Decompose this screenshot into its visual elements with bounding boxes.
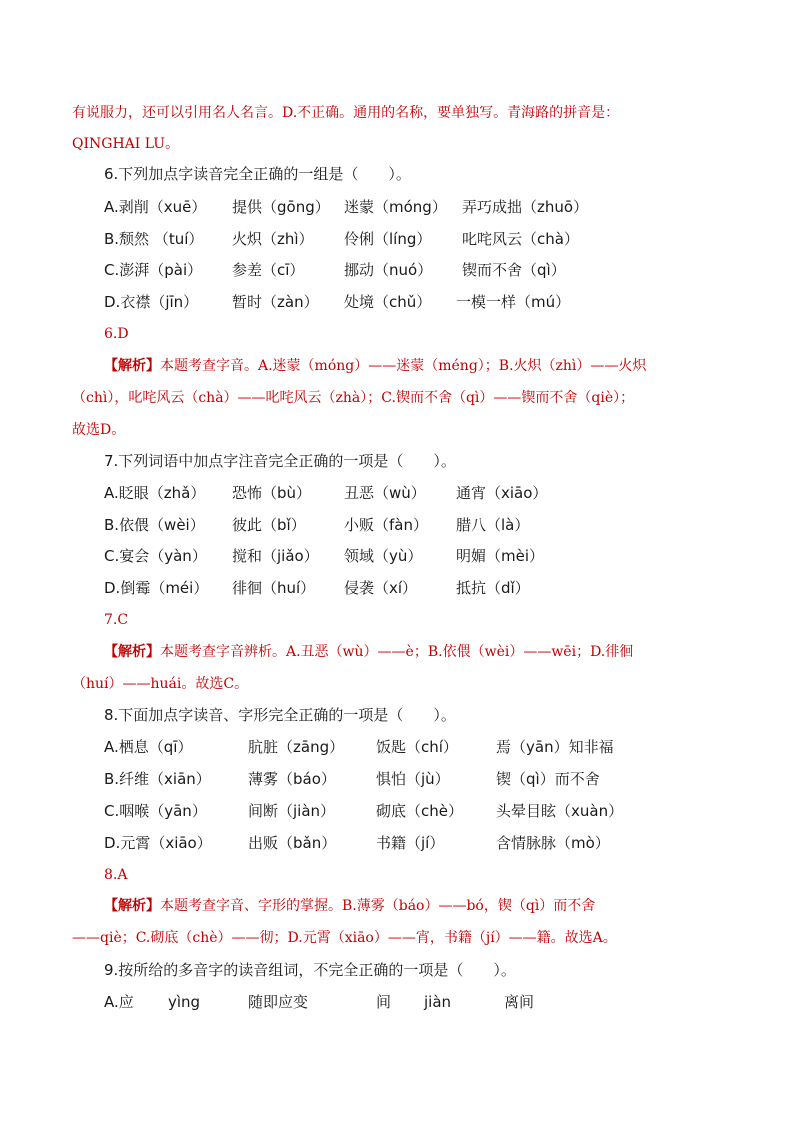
question-8-analysis-1	[104, 896, 595, 916]
option-cell: 腊八（là）	[456, 516, 530, 534]
option-cell: 离间	[504, 993, 535, 1011]
option-cell: 砌底（chè）	[376, 802, 463, 820]
question-7-stem: 7.下列词语中加点字注音完全正确的一项是（ ）。	[104, 452, 456, 470]
option-cell: 通宵（xiāo）	[456, 484, 548, 502]
analysis-tag: 【解析】	[104, 644, 160, 660]
option-cell: A.应	[104, 993, 134, 1011]
option-cell: 明媚（mèi）	[456, 547, 545, 565]
option-cell: 挪动（nuó）	[344, 261, 433, 279]
option-cell: A.眨眼（zhǎ）	[104, 484, 206, 502]
analysis-text: 本题考查字音。A.迷蒙（móng）——迷蒙（méng）；B.火炽（zhì）——火炽	[160, 358, 647, 374]
analysis-tag: 【解析】	[104, 358, 160, 374]
option-cell: 薄雾（báo）	[248, 770, 336, 788]
option-cell: D.衣襟（jīn）	[104, 293, 199, 311]
question-8-stem: 8.下面加点字读音、字形完全正确的一项是（ ）。	[104, 706, 456, 724]
option-cell: 随即应变	[248, 993, 309, 1011]
option-cell: 肮脏（zāng）	[248, 738, 345, 756]
option-cell: C.澎湃（pài）	[104, 261, 203, 279]
option-cell: 侵袭（xí）	[344, 579, 418, 597]
option-cell: 提供（gōng）	[232, 198, 330, 216]
option-cell: B.纤维（xiān）	[104, 770, 211, 788]
option-cell: A.剥削（xuē）	[104, 198, 207, 216]
question-6-analysis-1	[104, 356, 646, 376]
analysis-text: 本题考查字音、字形的掌握。B.薄雾（báo）——bó，锲（qì）而不舍	[160, 898, 596, 914]
question-6-answer: 6.D	[104, 326, 129, 342]
question-7-analysis-2: （huí）——huái。故选C。	[72, 676, 249, 692]
option-cell: 参差（cī）	[232, 261, 305, 279]
option-cell: 一模一样（mú）	[456, 293, 571, 311]
option-cell: C.宴会（yàn）	[104, 547, 207, 565]
option-cell: 迷蒙（móng）	[344, 198, 447, 216]
option-cell: 暂时（zàn）	[232, 293, 319, 311]
option-cell: 间	[376, 993, 392, 1011]
option-cell: 火炽（zhì）	[232, 230, 314, 248]
option-cell: 彼此（bǐ）	[232, 516, 306, 534]
option-cell: 领域（yù）	[344, 547, 423, 565]
question-6-stem: 6.下列加点字读音完全正确的一组是（ ）。	[104, 165, 411, 183]
option-cell: yìng	[168, 993, 201, 1011]
question-6-analysis-3: 故选D。	[72, 422, 126, 438]
option-cell: 伶俐（líng）	[344, 230, 432, 248]
option-cell: 处境（chǔ）	[344, 293, 432, 311]
option-cell: D.倒霉（méi）	[104, 579, 209, 597]
option-cell: 弄巧成拙（zhuō）	[462, 198, 589, 216]
option-cell: C.咽喉（yān）	[104, 802, 207, 820]
analysis-tag: 【解析】	[104, 898, 160, 914]
option-cell: 书籍（jí）	[376, 834, 445, 852]
question-9-stem: 9.按所给的多音字的读音组词，不完全正确的一项是（ ）。	[104, 961, 516, 979]
option-cell: A.栖息（qī）	[104, 738, 193, 756]
option-cell: 锲而不舍（qì）	[462, 261, 566, 279]
intro-line-1: 有说服力，还可以引用名人名言。D.不正确。通用的名称，要单独写。青海路的拼音是：	[72, 105, 620, 121]
option-cell: B.依偎（wèi）	[104, 516, 205, 534]
option-cell: 抵抗（dǐ）	[456, 579, 530, 597]
option-cell: 头晕目眩（xuàn）	[496, 802, 624, 820]
question-6-analysis-2: （chì），叱咤风云（chà）——叱咤风云（zhà）；C.锲而不舍（qì）——锲而不舍（qiè）；	[72, 390, 635, 406]
option-cell: 丑恶（wù）	[344, 484, 426, 502]
option-cell: 锲（qì）而不舍	[496, 770, 600, 788]
option-cell: 徘徊（huí）	[232, 579, 316, 597]
option-cell: 饭匙（chí）	[376, 738, 458, 756]
option-cell: D.元霄（xiāo）	[104, 834, 212, 852]
question-7-analysis-1	[104, 642, 633, 662]
intro-line-2: QINGHAI LU。	[72, 136, 180, 152]
option-cell: B.颓然 （tuí）	[104, 230, 204, 248]
option-cell: 间断（jiàn）	[248, 802, 336, 820]
option-cell: 叱咤风云（chà）	[462, 230, 579, 248]
option-cell: 出贩（bǎn）	[248, 834, 337, 852]
option-cell: 恐怖（bù）	[232, 484, 312, 502]
option-cell: 搅和（jiǎo）	[232, 547, 319, 565]
option-cell: 小贩（fàn）	[344, 516, 428, 534]
question-8-analysis-2: ——qiè；C.砌底（chè）——彻；D.元霄（xiāo）——宵，书籍（jí）——籍。故选A。	[72, 930, 617, 946]
option-cell: 惧怕（jù）	[376, 770, 450, 788]
option-cell: 焉（yān）知非福	[496, 738, 614, 756]
option-cell: 含情脉脉（mò）	[496, 834, 610, 852]
option-cell: jiàn	[424, 993, 452, 1011]
analysis-text: 本题考查字音辨析。A.丑恶（wù）——è；B.依偎（wèi）——wēi；D.徘徊	[160, 644, 634, 660]
question-7-answer: 7.C	[104, 612, 129, 628]
question-8-answer: 8.A	[104, 867, 128, 883]
